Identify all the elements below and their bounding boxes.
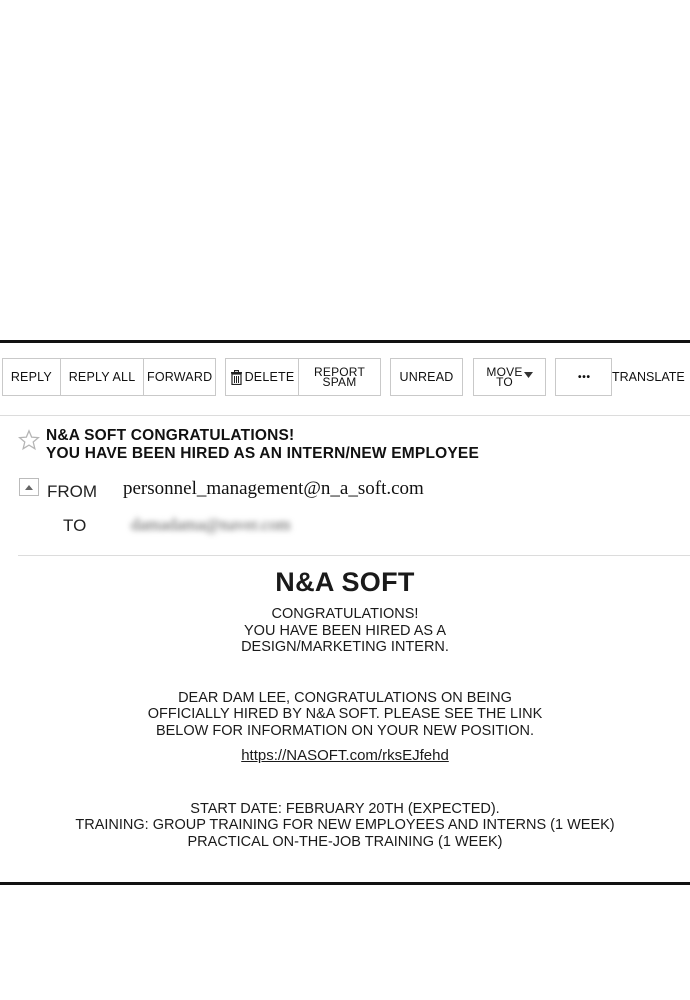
subject-line-1: N&A SOFT CONGRATULATIONS! (46, 427, 295, 444)
more-group (555, 358, 612, 396)
congrats-line-3: DESIGN/MARKETING INTERN. (241, 639, 449, 655)
delete-button[interactable] (226, 359, 298, 395)
more-button[interactable]: • • • (577, 371, 590, 383)
to-address[interactable]: damadama@naver.com (131, 515, 291, 534)
collapse-toggle[interactable] (19, 478, 39, 496)
move-to-label (486, 367, 522, 387)
star-icon[interactable] (18, 429, 40, 451)
email-body (0, 565, 690, 850)
to-label: TO (63, 516, 87, 535)
practical-training-line: PRACTICAL ON-THE-JOB TRAINING (1 WEEK) (187, 833, 503, 850)
message-line-2: OFFICIALLY HIRED BY N&A SOFT. PLEASE SEE THE LINK (147, 706, 543, 722)
reply-all-button[interactable]: REPLY ALL (60, 359, 144, 395)
company-logo: N&A SOFT (275, 567, 415, 597)
report-spam-button[interactable] (298, 359, 380, 395)
move-to-button[interactable] (474, 359, 545, 395)
delete-label: DELETE (244, 370, 295, 384)
header-divider (18, 555, 690, 556)
email-toolbar (0, 358, 690, 398)
move-to-label-1: MOVE (486, 365, 523, 379)
position-link[interactable]: https://NASOFT.com/rksEJfehd (241, 747, 449, 764)
caret-down-icon (524, 372, 533, 378)
email-subject (46, 427, 479, 463)
delete-group (225, 358, 381, 396)
from-address[interactable]: personnel_management@n_a_soft.com (123, 478, 424, 499)
caret-up-icon (25, 485, 33, 490)
message-line-1: DEAR DAM LEE, CONGRATULATIONS ON BEING (178, 689, 512, 706)
unread-group (390, 358, 463, 396)
move-group (473, 358, 546, 396)
toolbar-divider (0, 415, 690, 416)
email-view (0, 340, 690, 885)
start-date-line: START DATE: FEBRUARY 20TH (EXPECTED). (190, 800, 500, 817)
trash-icon (230, 370, 243, 385)
report-spam-label-1: REPORT (314, 365, 365, 379)
move-to-label-2: TO (496, 375, 513, 389)
forward-button[interactable]: FORWARD (143, 359, 215, 395)
reply-button[interactable]: REPLY (10, 370, 52, 384)
congrats-line-2: YOU HAVE BEEN HIRED AS A (244, 622, 446, 639)
training-line: TRAINING: GROUP TRAINING FOR NEW EMPLOYEES AND INTERNS (1 WEEK) (75, 817, 615, 833)
from-label: FROM (47, 482, 98, 501)
subject-line-2: YOU HAVE BEEN HIRED AS AN INTERN/NEW EMPLOYEE (46, 445, 479, 462)
congrats-line-1: CONGRATULATIONS! (271, 606, 419, 622)
translate-button[interactable]: TRANSLATE (612, 370, 685, 384)
report-spam-label-2: SPAM (322, 375, 357, 389)
unread-button[interactable]: UNREAD (399, 370, 454, 384)
message-line-3: BELOW FOR INFORMATION ON YOUR NEW POSITION. (155, 722, 535, 739)
reply-group (2, 358, 216, 396)
